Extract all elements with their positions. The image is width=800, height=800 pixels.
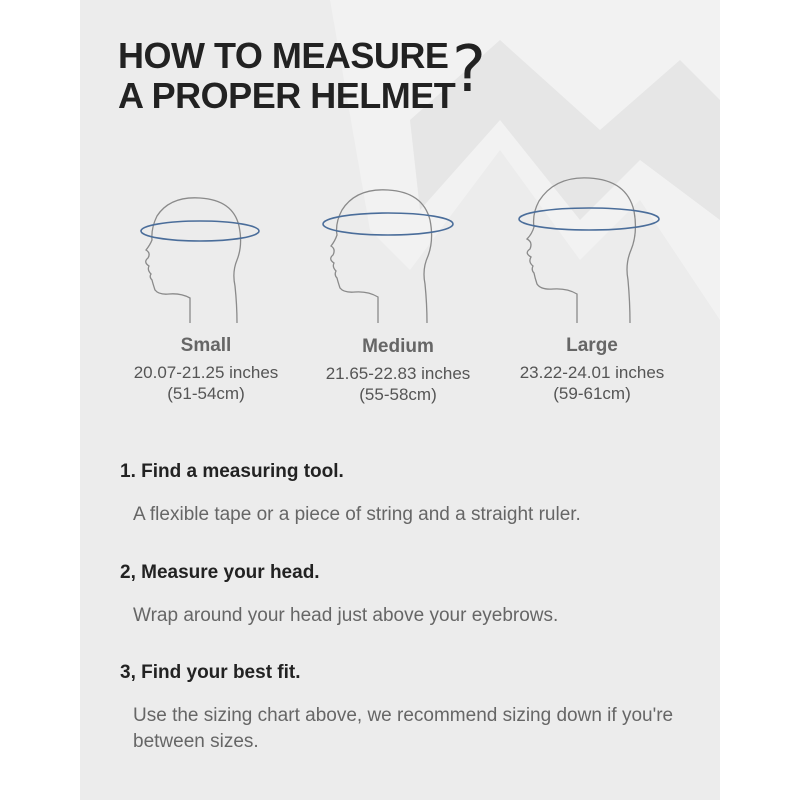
step-heading: 3, Find your best fit. xyxy=(120,662,301,683)
size-medium xyxy=(308,335,488,405)
size-cm: (59-61cm) xyxy=(553,384,631,403)
size-name: Large xyxy=(566,335,618,356)
title-line-2: A PROPER HELMET xyxy=(118,75,456,116)
step-2 xyxy=(120,561,700,629)
size-name: Small xyxy=(180,335,232,356)
question-mark-icon: ? xyxy=(452,33,486,107)
size-small xyxy=(116,334,296,404)
info-panel xyxy=(80,0,720,800)
head-small-illustration xyxy=(135,190,265,325)
size-inches: 20.07-21.25 inches xyxy=(133,363,279,382)
step-body: A flexible tape or a piece of string and a straight ruler. xyxy=(133,504,581,525)
size-cm: (55-58cm) xyxy=(359,385,437,404)
step-heading: 2, Measure your head. xyxy=(120,562,320,583)
step-body: Use the sizing chart above, we recommend sizing down if you're between sizes. xyxy=(133,705,674,752)
page-title xyxy=(118,36,455,116)
title-line-1: HOW TO MEASURE xyxy=(118,35,449,76)
step-heading: 1. Find a measuring tool. xyxy=(120,461,344,482)
head-medium-illustration xyxy=(318,183,458,325)
size-name: Medium xyxy=(362,336,434,357)
step-body: Wrap around your head just above your eyebrows. xyxy=(133,605,559,626)
size-cm: (51-54cm) xyxy=(167,384,245,403)
step-3 xyxy=(120,661,700,755)
head-large-illustration xyxy=(513,172,663,325)
step-1 xyxy=(120,460,700,528)
size-large xyxy=(502,334,682,404)
size-inches: 23.22-24.01 inches xyxy=(519,363,665,382)
size-inches: 21.65-22.83 inches xyxy=(325,364,471,383)
